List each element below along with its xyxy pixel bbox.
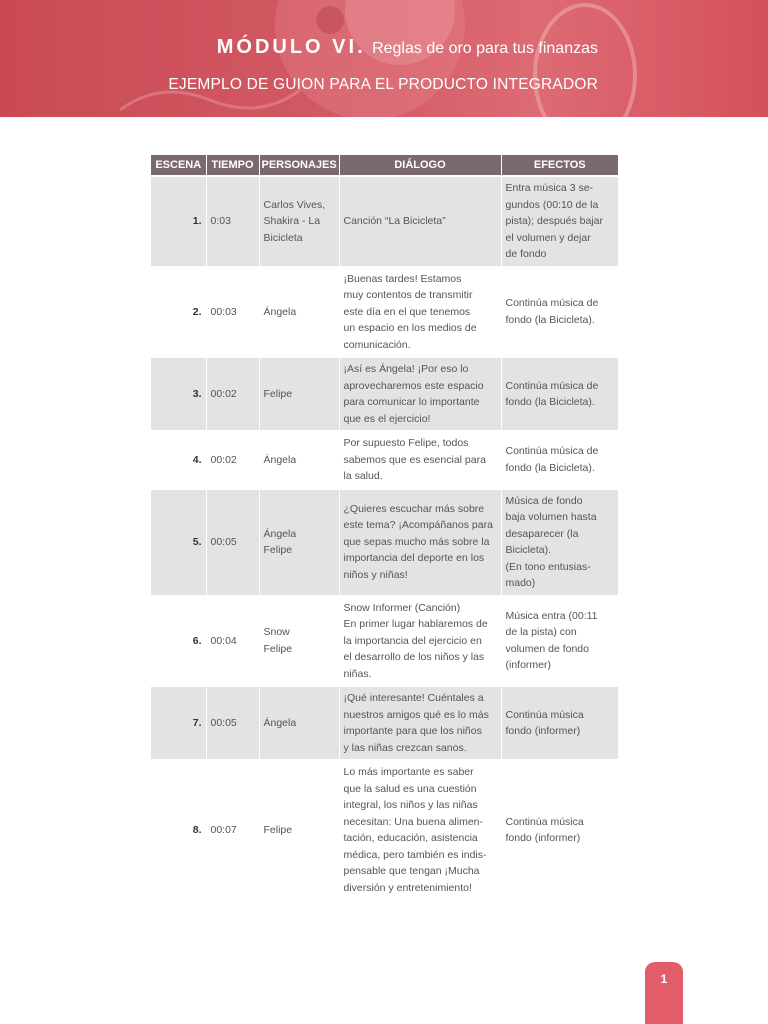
table-row <box>151 760 618 899</box>
scene-time: 0:03 <box>206 176 259 267</box>
scene-dialogue: Canción “La Bicicleta” <box>339 176 501 267</box>
scene-time: 00:02 <box>206 357 259 431</box>
scene-effects: Continúa música de fondo (la Bicicleta). <box>501 431 618 489</box>
scene-dialogue: ¡Así es Ángela! ¡Por eso lo aprovecharemos este espacio para comunicar lo importante que es el ejercicio! <box>339 357 501 431</box>
scene-effects: Continúa música de fondo (la Bicicleta). <box>501 357 618 431</box>
scene-number: 8. <box>151 760 206 899</box>
table-row <box>151 176 618 267</box>
scene-time: 00:04 <box>206 596 259 687</box>
table-row <box>151 596 618 687</box>
scene-characters: Ángela <box>259 431 339 489</box>
scene-time: 00:03 <box>206 267 259 358</box>
scene-effects: Continúa música de fondo (la Bicicleta). <box>501 267 618 358</box>
page-number: 1 <box>660 972 668 986</box>
scene-dialogue: ¿Quieres escuchar más sobre este tema? ¡Acompáñanos para que sepas mucho más sobre la importancia del deporte en los niños y niñas! <box>339 489 501 596</box>
header-banner <box>0 0 768 117</box>
scene-characters: Felipe <box>259 357 339 431</box>
module-name: Reglas de oro para tus finanzas <box>372 40 598 57</box>
table-row <box>151 431 618 489</box>
scene-number: 5. <box>151 489 206 596</box>
scene-number: 7. <box>151 686 206 760</box>
column-header-efectos: EFECTOS <box>501 155 618 176</box>
scene-number: 4. <box>151 431 206 489</box>
scene-effects: Música entra (00:11 de la pista) con volumen de fondo (informer) <box>501 596 618 687</box>
scene-time: 00:05 <box>206 686 259 760</box>
scene-effects: Entra música 3 se- gundos (00:10 de la pista); después bajar el volumen y dejar de fondo <box>501 176 618 267</box>
script-table <box>151 155 618 899</box>
table-row <box>151 267 618 358</box>
scene-characters: Felipe <box>259 760 339 899</box>
scene-effects: Continúa música fondo (informer) <box>501 686 618 760</box>
page-subtitle: EJEMPLO DE GUION PARA EL PRODUCTO INTEGRADOR <box>168 76 598 93</box>
scene-time: 00:07 <box>206 760 259 899</box>
scene-characters: Snow Felipe <box>259 596 339 687</box>
column-header-escena: ESCENA <box>151 155 206 176</box>
scene-characters: Ángela Felipe <box>259 489 339 596</box>
column-header-personajes: PERSONAJES <box>259 155 339 176</box>
scene-number: 1. <box>151 176 206 267</box>
scene-characters: Carlos Vives, Shakira - La Bicicleta <box>259 176 339 267</box>
scene-characters: Ángela <box>259 686 339 760</box>
scene-effects: Continúa música fondo (informer) <box>501 760 618 899</box>
scene-dialogue: ¡Qué interesante! Cuéntales a nuestros amigos qué es lo más importante para que los niños y las niñas crezcan sanos. <box>339 686 501 760</box>
scene-dialogue: Snow Informer (Canción) En primer lugar hablaremos de la importancia del ejercicio en el desarrollo de los niños y las niñas. <box>339 596 501 687</box>
scene-number: 6. <box>151 596 206 687</box>
module-code: MÓDULO VI. <box>216 36 366 58</box>
scene-number: 3. <box>151 357 206 431</box>
table-row <box>151 357 618 431</box>
page-number-tab <box>645 962 683 1024</box>
scene-dialogue: Lo más importante es saber que la salud es una cuestión integral, los niños y las niñas necesitan: Una buena alimen- tación, educación, asistencia médica, pero también es indis- pensable que tengan ¡Mucha diversión y entretenimiento! <box>339 760 501 899</box>
table-row <box>151 686 618 760</box>
scene-time: 00:02 <box>206 431 259 489</box>
scene-number: 2. <box>151 267 206 358</box>
table-header-row <box>151 155 618 176</box>
scene-time: 00:05 <box>206 489 259 596</box>
scene-dialogue: Por supuesto Felipe, todos sabemos que es esencial para la salud. <box>339 431 501 489</box>
module-title <box>217 36 598 59</box>
table-row <box>151 489 618 596</box>
column-header-tiempo: TIEMPO <box>206 155 259 176</box>
column-header-dialogo: DIÁLOGO <box>339 155 501 176</box>
scene-dialogue: ¡Buenas tardes! Estamos muy contentos de transmitir este día en el que tenemos un espacio en los medios de comunicación. <box>339 267 501 358</box>
scene-effects: Música de fondo baja volumen hasta desaparecer (la Bicicleta). (En tono entusias- mado) <box>501 489 618 596</box>
scene-characters: Ángela <box>259 267 339 358</box>
